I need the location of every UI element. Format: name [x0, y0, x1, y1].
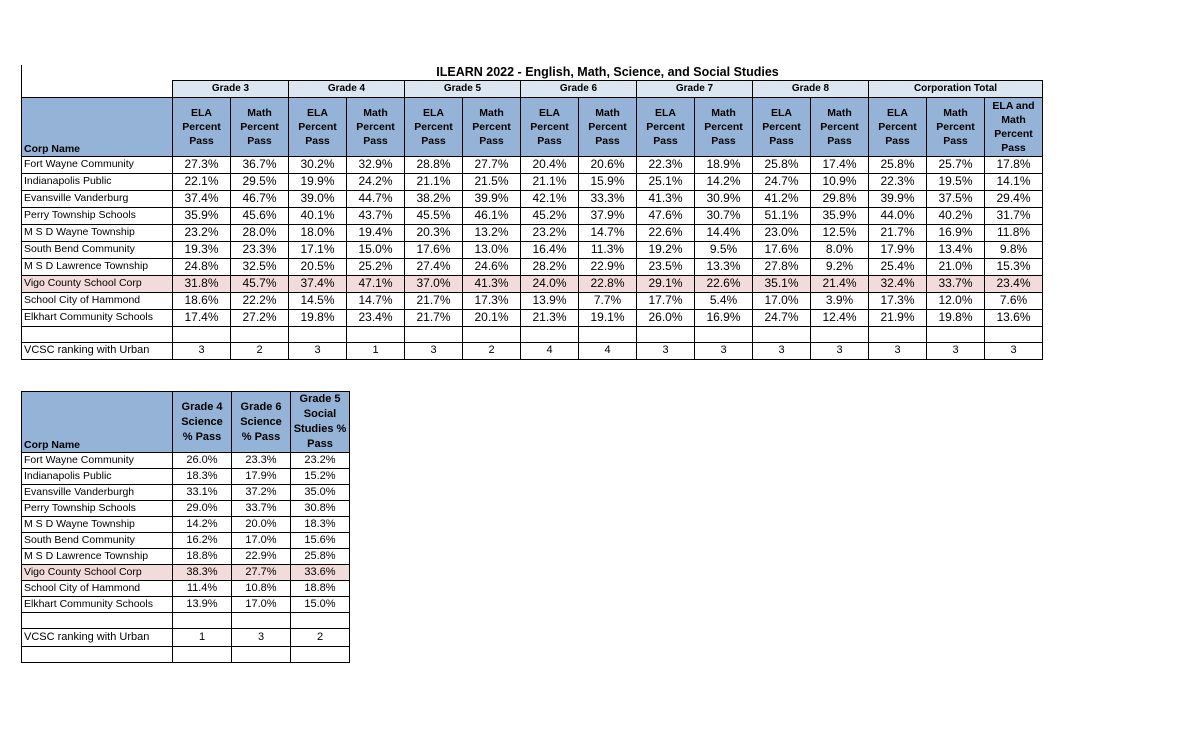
- percent-cell: 30.2%: [289, 156, 347, 173]
- percent-cell: 20.5%: [289, 258, 347, 275]
- percent-cell: 22.3%: [869, 173, 927, 190]
- page-title: ILEARN 2022 - English, Math, Science, and Social Studies: [436, 65, 779, 79]
- percent-cell: 42.1%: [521, 190, 579, 207]
- percent-cell: 21.7%: [869, 224, 927, 241]
- corp-name: Perry Township Schools: [22, 501, 173, 517]
- percent-cell: 13.2%: [463, 224, 521, 241]
- ela-header: ELA Percent Pass: [521, 97, 579, 156]
- percent-cell: 29.8%: [811, 190, 869, 207]
- percent-cell: 21.1%: [521, 173, 579, 190]
- ela-header: ELA Percent Pass: [869, 97, 927, 156]
- rank-cell: 3: [985, 342, 1043, 359]
- ela-header: ELA Percent Pass: [289, 97, 347, 156]
- percent-cell: 13.9%: [173, 597, 232, 613]
- table-row: [22, 207, 1043, 224]
- percent-cell: 25.2%: [347, 258, 405, 275]
- blank-row: [22, 647, 350, 663]
- rank-cell: 3: [405, 342, 463, 359]
- corp-name: M S D Wayne Township: [22, 224, 173, 241]
- rank-cell: 4: [579, 342, 637, 359]
- math-header: Math Percent Pass: [927, 97, 985, 156]
- percent-cell: 10.8%: [232, 581, 291, 597]
- percent-cell: 30.8%: [291, 501, 350, 517]
- percent-cell: 22.3%: [637, 156, 695, 173]
- percent-cell: 29.4%: [985, 190, 1043, 207]
- table-row: [22, 517, 350, 533]
- table-row: [22, 453, 350, 469]
- ranking-label: VCSC ranking with Urban: [22, 342, 173, 359]
- corp-name: School City of Hammond: [22, 581, 173, 597]
- percent-cell: 27.7%: [232, 565, 291, 581]
- percent-cell: 14.7%: [579, 224, 637, 241]
- percent-cell: 27.3%: [173, 156, 231, 173]
- percent-cell: 36.7%: [231, 156, 289, 173]
- percent-cell: 18.3%: [291, 517, 350, 533]
- percent-cell: 29.0%: [173, 501, 232, 517]
- table-row: [22, 469, 350, 485]
- percent-cell: 41.3%: [463, 275, 521, 292]
- percent-cell: 29.5%: [231, 173, 289, 190]
- percent-cell: 12.0%: [927, 292, 985, 309]
- percent-cell: 43.7%: [347, 207, 405, 224]
- percent-cell: 15.3%: [985, 258, 1043, 275]
- percent-cell: 17.1%: [289, 241, 347, 258]
- percent-cell: 30.7%: [695, 207, 753, 224]
- percent-cell: 24.7%: [753, 309, 811, 326]
- rank-cell: 3: [927, 342, 985, 359]
- percent-cell: 8.0%: [811, 241, 869, 258]
- corp-name: Fort Wayne Community: [22, 156, 173, 173]
- corp-name: M S D Lawrence Township: [22, 258, 173, 275]
- table-row: [22, 275, 1043, 292]
- table-row: [22, 597, 350, 613]
- percent-cell: 46.7%: [231, 190, 289, 207]
- percent-cell: 45.6%: [231, 207, 289, 224]
- percent-cell: 13.9%: [521, 292, 579, 309]
- table-row: [22, 224, 1043, 241]
- percent-cell: 25.8%: [753, 156, 811, 173]
- percent-cell: 21.7%: [405, 309, 463, 326]
- corp-name: Indianapolis Public: [22, 469, 173, 485]
- percent-cell: 28.0%: [231, 224, 289, 241]
- percent-cell: 15.2%: [291, 469, 350, 485]
- percent-cell: 23.5%: [637, 258, 695, 275]
- corp-name-header: Corp Name: [22, 392, 173, 453]
- percent-cell: 32.5%: [231, 258, 289, 275]
- rank-cell: 1: [347, 342, 405, 359]
- ranking-row: [22, 342, 1043, 359]
- percent-cell: 18.8%: [291, 581, 350, 597]
- percent-cell: 32.4%: [869, 275, 927, 292]
- percent-cell: 15.0%: [291, 597, 350, 613]
- corp-name: Vigo County School Corp: [22, 565, 173, 581]
- rank-cell: 4: [521, 342, 579, 359]
- percent-cell: 18.3%: [173, 469, 232, 485]
- percent-cell: 37.0%: [405, 275, 463, 292]
- percent-cell: 19.9%: [289, 173, 347, 190]
- percent-cell: 25.8%: [869, 156, 927, 173]
- percent-cell: 19.1%: [579, 309, 637, 326]
- percent-cell: 28.8%: [405, 156, 463, 173]
- percent-cell: 15.9%: [579, 173, 637, 190]
- rank-cell: 2: [231, 342, 289, 359]
- percent-cell: 19.2%: [637, 241, 695, 258]
- percent-cell: 16.9%: [927, 224, 985, 241]
- percent-cell: 3.9%: [811, 292, 869, 309]
- science-social-studies-table: [21, 391, 350, 663]
- percent-cell: 35.9%: [811, 207, 869, 224]
- percent-cell: 20.0%: [232, 517, 291, 533]
- percent-cell: 13.4%: [927, 241, 985, 258]
- percent-cell: 35.1%: [753, 275, 811, 292]
- percent-cell: 33.3%: [579, 190, 637, 207]
- percent-cell: 33.6%: [291, 565, 350, 581]
- table-row: [22, 581, 350, 597]
- percent-cell: 37.5%: [927, 190, 985, 207]
- ela-math-header: ELA and Math Percent Pass: [985, 97, 1043, 156]
- table-row: [22, 258, 1043, 275]
- percent-cell: 41.3%: [637, 190, 695, 207]
- table-row: [22, 292, 1043, 309]
- percent-cell: 16.2%: [173, 533, 232, 549]
- percent-cell: 41.2%: [753, 190, 811, 207]
- percent-cell: 20.1%: [463, 309, 521, 326]
- percent-cell: 15.6%: [291, 533, 350, 549]
- grade-header: Corporation Total: [869, 81, 1043, 98]
- percent-cell: 17.3%: [869, 292, 927, 309]
- percent-cell: 22.8%: [579, 275, 637, 292]
- percent-cell: 44.7%: [347, 190, 405, 207]
- percent-cell: 28.2%: [521, 258, 579, 275]
- percent-cell: 17.0%: [753, 292, 811, 309]
- percent-cell: 46.1%: [463, 207, 521, 224]
- percent-cell: 19.8%: [927, 309, 985, 326]
- percent-cell: 24.7%: [753, 173, 811, 190]
- rank-cell: 3: [869, 342, 927, 359]
- percent-cell: 30.9%: [695, 190, 753, 207]
- ranking-label: VCSC ranking with Urban: [22, 629, 173, 647]
- ilearn-ela-math-table: [21, 65, 1043, 360]
- percent-cell: 47.6%: [637, 207, 695, 224]
- grade-header: Grade 8: [753, 81, 869, 98]
- percent-cell: 27.7%: [463, 156, 521, 173]
- percent-cell: 11.8%: [985, 224, 1043, 241]
- percent-cell: 23.2%: [291, 453, 350, 469]
- rank-cell: 3: [637, 342, 695, 359]
- table-row: [22, 565, 350, 581]
- math-header: Math Percent Pass: [579, 97, 637, 156]
- percent-cell: 19.5%: [927, 173, 985, 190]
- rank-cell: 2: [291, 629, 350, 647]
- percent-cell: 12.4%: [811, 309, 869, 326]
- ela-header: ELA Percent Pass: [173, 97, 231, 156]
- grade-header: Grade 6: [521, 81, 637, 98]
- corp-name: South Bend Community: [22, 533, 173, 549]
- percent-cell: 12.5%: [811, 224, 869, 241]
- rank-cell: 3: [289, 342, 347, 359]
- ela-header: ELA Percent Pass: [753, 97, 811, 156]
- percent-cell: 24.8%: [173, 258, 231, 275]
- percent-cell: 17.4%: [811, 156, 869, 173]
- percent-cell: 22.2%: [231, 292, 289, 309]
- corp-name: Evansville Vanderburg: [22, 190, 173, 207]
- percent-cell: 18.0%: [289, 224, 347, 241]
- percent-cell: 17.9%: [869, 241, 927, 258]
- percent-cell: 32.9%: [347, 156, 405, 173]
- column-header-row: [22, 392, 350, 453]
- percent-cell: 40.2%: [927, 207, 985, 224]
- column-header-row: [22, 97, 1043, 156]
- table-row: [22, 501, 350, 517]
- percent-cell: 29.1%: [637, 275, 695, 292]
- percent-cell: 39.9%: [869, 190, 927, 207]
- percent-cell: 37.4%: [173, 190, 231, 207]
- percent-cell: 33.7%: [232, 501, 291, 517]
- percent-cell: 14.2%: [173, 517, 232, 533]
- math-header: Math Percent Pass: [347, 97, 405, 156]
- percent-cell: 22.6%: [695, 275, 753, 292]
- corp-name-header: Corp Name: [22, 97, 173, 156]
- rank-cell: 3: [753, 342, 811, 359]
- percent-cell: 16.4%: [521, 241, 579, 258]
- grade-header: Grade 4: [289, 81, 405, 98]
- table-row: [22, 156, 1043, 173]
- percent-cell: 33.7%: [927, 275, 985, 292]
- percent-cell: 7.7%: [579, 292, 637, 309]
- percent-cell: 17.7%: [637, 292, 695, 309]
- percent-cell: 39.9%: [463, 190, 521, 207]
- percent-cell: 16.9%: [695, 309, 753, 326]
- math-header: Math Percent Pass: [811, 97, 869, 156]
- percent-cell: 26.0%: [637, 309, 695, 326]
- percent-cell: 35.0%: [291, 485, 350, 501]
- percent-cell: 7.6%: [985, 292, 1043, 309]
- percent-cell: 19.4%: [347, 224, 405, 241]
- percent-cell: 23.2%: [521, 224, 579, 241]
- percent-cell: 18.8%: [173, 549, 232, 565]
- percent-cell: 23.3%: [232, 453, 291, 469]
- percent-cell: 39.0%: [289, 190, 347, 207]
- grade-header-row: [22, 81, 1043, 98]
- ranking-row: [22, 629, 350, 647]
- math-header: Math Percent Pass: [695, 97, 753, 156]
- subject-header: Grade 5 Social Studies % Pass: [291, 392, 350, 453]
- percent-cell: 23.4%: [985, 275, 1043, 292]
- percent-cell: 13.6%: [985, 309, 1043, 326]
- grade-header: Grade 7: [637, 81, 753, 98]
- table-row: [22, 533, 350, 549]
- percent-cell: 21.4%: [811, 275, 869, 292]
- percent-cell: 45.5%: [405, 207, 463, 224]
- percent-cell: 21.5%: [463, 173, 521, 190]
- percent-cell: 9.5%: [695, 241, 753, 258]
- percent-cell: 17.4%: [173, 309, 231, 326]
- percent-cell: 18.6%: [173, 292, 231, 309]
- percent-cell: 14.5%: [289, 292, 347, 309]
- percent-cell: 37.2%: [232, 485, 291, 501]
- percent-cell: 45.2%: [521, 207, 579, 224]
- percent-cell: 37.9%: [579, 207, 637, 224]
- percent-cell: 17.8%: [985, 156, 1043, 173]
- percent-cell: 27.8%: [753, 258, 811, 275]
- blank-row: [22, 326, 1043, 342]
- percent-cell: 23.3%: [231, 241, 289, 258]
- corp-name: M S D Wayne Township: [22, 517, 173, 533]
- percent-cell: 24.2%: [347, 173, 405, 190]
- rank-cell: 3: [695, 342, 753, 359]
- table-row: [22, 309, 1043, 326]
- corp-name: Indianapolis Public: [22, 173, 173, 190]
- percent-cell: 40.1%: [289, 207, 347, 224]
- percent-cell: 38.3%: [173, 565, 232, 581]
- percent-cell: 17.0%: [232, 597, 291, 613]
- percent-cell: 5.4%: [695, 292, 753, 309]
- grade-header: Grade 3: [173, 81, 289, 98]
- percent-cell: 24.6%: [463, 258, 521, 275]
- percent-cell: 21.9%: [869, 309, 927, 326]
- subject-header: Grade 6 Science % Pass: [232, 392, 291, 453]
- percent-cell: 11.3%: [579, 241, 637, 258]
- percent-cell: 14.4%: [695, 224, 753, 241]
- percent-cell: 14.1%: [985, 173, 1043, 190]
- math-header: Math Percent Pass: [463, 97, 521, 156]
- percent-cell: 21.0%: [927, 258, 985, 275]
- percent-cell: 31.7%: [985, 207, 1043, 224]
- percent-cell: 19.8%: [289, 309, 347, 326]
- percent-cell: 20.4%: [521, 156, 579, 173]
- percent-cell: 21.1%: [405, 173, 463, 190]
- percent-cell: 45.7%: [231, 275, 289, 292]
- percent-cell: 31.8%: [173, 275, 231, 292]
- percent-cell: 18.9%: [695, 156, 753, 173]
- percent-cell: 15.0%: [347, 241, 405, 258]
- rank-cell: 3: [811, 342, 869, 359]
- percent-cell: 11.4%: [173, 581, 232, 597]
- corp-name: Fort Wayne Community: [22, 453, 173, 469]
- percent-cell: 17.6%: [405, 241, 463, 258]
- percent-cell: 27.4%: [405, 258, 463, 275]
- percent-cell: 22.9%: [579, 258, 637, 275]
- percent-cell: 35.9%: [173, 207, 231, 224]
- corp-name: School City of Hammond: [22, 292, 173, 309]
- percent-cell: 23.0%: [753, 224, 811, 241]
- percent-cell: 22.6%: [637, 224, 695, 241]
- percent-cell: 9.2%: [811, 258, 869, 275]
- table-row: [22, 241, 1043, 258]
- percent-cell: 14.2%: [695, 173, 753, 190]
- corp-name: South Bend Community: [22, 241, 173, 258]
- percent-cell: 17.9%: [232, 469, 291, 485]
- percent-cell: 23.2%: [173, 224, 231, 241]
- percent-cell: 37.4%: [289, 275, 347, 292]
- percent-cell: 22.1%: [173, 173, 231, 190]
- rank-cell: 2: [463, 342, 521, 359]
- title-row: [22, 65, 1043, 81]
- grade-header: Grade 5: [405, 81, 521, 98]
- percent-cell: 24.0%: [521, 275, 579, 292]
- corp-name: Perry Township Schools: [22, 207, 173, 224]
- corp-name: Vigo County School Corp: [22, 275, 173, 292]
- percent-cell: 25.1%: [637, 173, 695, 190]
- percent-cell: 10.9%: [811, 173, 869, 190]
- corp-name: Evansville Vanderburgh: [22, 485, 173, 501]
- percent-cell: 17.6%: [753, 241, 811, 258]
- table-row: [22, 485, 350, 501]
- percent-cell: 9.8%: [985, 241, 1043, 258]
- percent-cell: 51.1%: [753, 207, 811, 224]
- ela-header: ELA Percent Pass: [405, 97, 463, 156]
- table-row: [22, 190, 1043, 207]
- ela-header: ELA Percent Pass: [637, 97, 695, 156]
- percent-cell: 13.3%: [695, 258, 753, 275]
- percent-cell: 38.2%: [405, 190, 463, 207]
- corp-name: M S D Lawrence Township: [22, 549, 173, 565]
- percent-cell: 47.1%: [347, 275, 405, 292]
- percent-cell: 26.0%: [173, 453, 232, 469]
- corp-name: Elkhart Community Schools: [22, 309, 173, 326]
- corp-name: Elkhart Community Schools: [22, 597, 173, 613]
- subject-header: Grade 4 Science % Pass: [173, 392, 232, 453]
- percent-cell: 25.7%: [927, 156, 985, 173]
- percent-cell: 14.7%: [347, 292, 405, 309]
- percent-cell: 44.0%: [869, 207, 927, 224]
- percent-cell: 33.1%: [173, 485, 232, 501]
- percent-cell: 20.3%: [405, 224, 463, 241]
- percent-cell: 17.3%: [463, 292, 521, 309]
- percent-cell: 27.2%: [231, 309, 289, 326]
- percent-cell: 25.4%: [869, 258, 927, 275]
- percent-cell: 17.0%: [232, 533, 291, 549]
- table-row: [22, 173, 1043, 190]
- blank-row: [22, 613, 350, 629]
- percent-cell: 23.4%: [347, 309, 405, 326]
- table-row: [22, 549, 350, 565]
- percent-cell: 13.0%: [463, 241, 521, 258]
- percent-cell: 21.3%: [521, 309, 579, 326]
- rank-cell: 3: [232, 629, 291, 647]
- percent-cell: 20.6%: [579, 156, 637, 173]
- percent-cell: 19.3%: [173, 241, 231, 258]
- percent-cell: 22.9%: [232, 549, 291, 565]
- rank-cell: 3: [173, 342, 231, 359]
- rank-cell: 1: [173, 629, 232, 647]
- math-header: Math Percent Pass: [231, 97, 289, 156]
- percent-cell: 21.7%: [405, 292, 463, 309]
- percent-cell: 25.8%: [291, 549, 350, 565]
